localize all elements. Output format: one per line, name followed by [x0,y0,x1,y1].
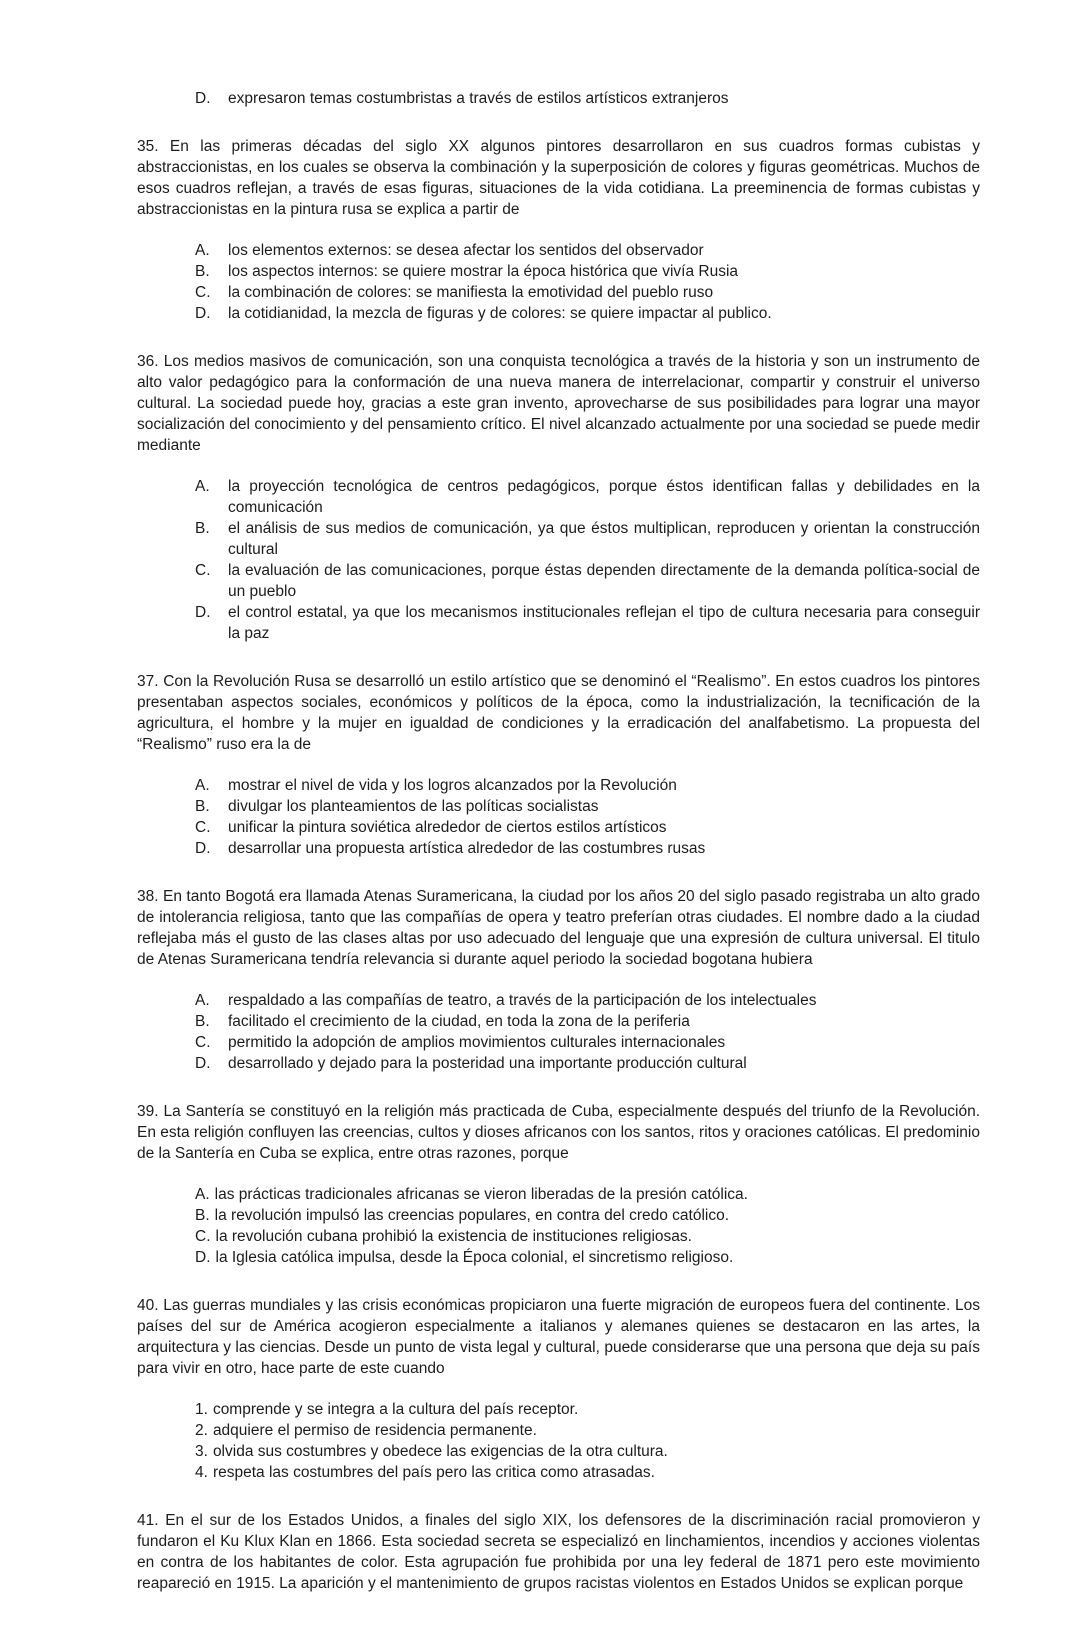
answer-option [137,1399,980,1420]
option-text: respeta las costumbres del país pero las critica como atrasadas. [212,1464,655,1481]
question-stem: 35. En las primeras décadas del siglo XX algunos pintores desarrollaron en sus cuadros formas cubistas y abstraccionistas, en los cuales se observa la combinación y la superposición de colores y figuras geométricas. Muchos de esos cuadros reflejan, a través de esas figuras, situaciones de la vida cotidiana. La preeminencia de formas cubistas y abstraccionistas en la pintura rusa se explica a partir de [137,138,980,218]
answer-option [137,775,980,796]
answer-option [137,1011,980,1032]
option-text: el análisis de sus medios de comunicación, ya que éstos multiplican, reproducen y orientan la construcción cultural [228,520,980,558]
answer-option [137,838,980,859]
answer-options [137,1399,980,1483]
option-text: los aspectos internos: se quiere mostrar la época histórica que vivía Rusia [228,263,739,280]
answer-option [137,796,980,817]
answer-option [137,1462,980,1483]
question-stem: 36. Los medios masivos de comunicación, son una conquista tecnológica a través de la historia y son un instrumento de alto valor pedagógico para la conformación de una nueva manera de interrelacionar, compartir y construir el universo cultural. La sociedad puede hoy, gracias a este gran invento, aprovecharse de sus posibilidades para lograr una mayor socialización del conocimiento y del pensamiento crítico. El nivel alcanzado actualmente por una sociedad se puede medir mediante [137,353,980,454]
question-36 [137,351,980,644]
answer-option [137,1420,980,1441]
answer-option [137,1226,980,1247]
question-list [137,136,980,1594]
answer-option [137,261,980,282]
question-stem: 39. La Santería se constituyó en la religión más practicada de Cuba, especialmente después del triunfo de la Revolución. En esta religión confluyen las creencias, cultos y dioses africanos con los santos, ritos y oraciones católicas. El predominio de la Santería en Cuba se explica, entre otras razones, porque [137,1103,980,1162]
question-35 [137,136,980,324]
option-text: desarrollar una propuesta artística alrededor de las costumbres rusas [228,840,706,857]
option-text: unificar la pintura soviética alrededor de ciertos estilos artísticos [228,819,667,836]
option-text: olvida sus costumbres y obedece las exigencias de la otra cultura. [212,1443,668,1460]
option-label: D. [195,604,211,621]
option-label: 4. [195,1464,208,1481]
option-text: las prácticas tradicionales africanas se vieron liberadas de la presión católica. [214,1186,748,1203]
option-text: los elementos externos: se desea afectar los sentidos del observador [228,242,704,259]
option-text: mostrar el nivel de vida y los logros alcanzados por la Revolución [228,777,677,794]
option-label: A. [195,1186,210,1203]
answer-option [137,560,980,602]
option-text: la combinación de colores: se manifiesta la emotividad del pueblo ruso [228,284,714,301]
option-text: la Iglesia católica impulsa, desde la Época colonial, el sincretismo religioso. [215,1249,734,1266]
option-text: adquiere el permiso de residencia permanente. [212,1422,537,1439]
option-label: A. [195,777,210,794]
option-label: B. [195,1013,210,1030]
answer-option [137,1184,980,1205]
option-label: A. [195,478,210,495]
answer-option [137,518,980,560]
option-label: C. [195,1034,211,1051]
option-label: B. [195,263,210,280]
option-label: C. [195,1228,211,1245]
option-label: D. [195,1249,211,1266]
answer-option [137,1247,980,1268]
answer-option [137,282,980,303]
answer-options [137,240,980,324]
option-text: la revolución impulsó las creencias populares, en contra del credo católico. [214,1207,730,1224]
answer-option [137,1441,980,1462]
option-label: C. [195,284,211,301]
answer-option [137,1205,980,1226]
option-label: B. [195,798,210,815]
option-label: D. [195,305,211,322]
question-stem: 38. En tanto Bogotá era llamada Atenas Suramericana, la ciudad por los años 20 del siglo pasado registraba un alto grado de intolerancia religiosa, tanto que las compañías de opera y teatro preferían otras ciudades. El nombre dado a la ciudad reflejaba más el gusto de las clases altas por uso adecuado del lenguaje que una expresión de cultura universal. El titulo de Atenas Suramericana tendría relevancia si durante aquel periodo la sociedad bogotana hubiera [137,888,980,968]
option-text: divulgar los planteamientos de las políticas socialistas [228,798,599,815]
option-label: 2. [195,1422,208,1439]
answer-option [137,240,980,261]
option-text: la revolución cubana prohibió la existencia de instituciones religiosas. [215,1228,692,1245]
question-38 [137,886,980,1074]
option-label: C. [195,819,211,836]
question-40 [137,1295,980,1483]
answer-option [137,303,980,324]
option-text: el control estatal, ya que los mecanismos institucionales reflejan el tipo de cultura necesaria para conseguir la paz [228,604,980,642]
question-37 [137,671,980,859]
question-stem: 41. En el sur de los Estados Unidos, a finales del siglo XIX, los defensores de la discriminación racial promovieron y fundaron el Ku Klux Klan en 1866. Esta sociedad secreta se especializó en linchamientos, incendios y acciones violentas en contra de los habitantes de color. Esta agrupación fue prohibida por una ley federal de 1871 pero este movimiento reapareció en 1915. La aparición y el mantenimiento de grupos racistas violentos en Estados Unidos se explican porque [137,1512,980,1592]
answer-options [137,1184,980,1268]
answer-option [137,1053,980,1074]
option-text: comprende y se integra a la cultura del país receptor. [212,1401,579,1418]
answer-option [137,1032,980,1053]
question-stem: 37. Con la Revolución Rusa se desarrolló un estilo artístico que se denominó el “Realismo”. En estos cuadros los pintores presentaban aspectos sociales, económicos y políticos de la época, como la industrialización, la tecnificación de la agricultura, el hombre y la mujer en igualdad de condiciones y la erradicación del analfabetismo. La propuesta del “Realismo” ruso era la de [137,673,980,753]
option-label: D. [195,1055,211,1072]
option-text: permitido la adopción de amplios movimientos culturales internacionales [228,1034,726,1051]
option-label: D. [195,90,211,107]
question-39 [137,1101,980,1268]
option-text: desarrollado y dejado para la posteridad una importante producción cultural [228,1055,747,1072]
question-stem: 40. Las guerras mundiales y las crisis económicas propiciaron una fuerte migración de europeos fuera del continente. Los países del sur de América acogieron especialmente a italianos y alemanes quienes se destacaron en las artes, la arquitectura y las ciencias. Desde un punto de vista legal y cultural, puede considerarse que una persona que deja su país para vivir en otro, hace parte de este cuando [137,1297,980,1377]
answer-options [137,990,980,1074]
option-label: 3. [195,1443,208,1460]
question-41 [137,1510,980,1594]
option-label: B. [195,1207,210,1224]
option-label: C. [195,562,211,579]
orphan-option [137,88,980,109]
option-text: la cotidianidad, la mezcla de figuras y de colores: se quiere impactar al publico. [228,305,772,322]
answer-options [137,476,980,644]
option-text: expresaron temas costumbristas a través de estilos artísticos extranjeros [228,90,729,107]
option-label: A. [195,242,210,259]
option-text: la evaluación de las comunicaciones, porque éstas dependen directamente de la demanda política-social de un pueblo [228,562,980,600]
option-label: B. [195,520,210,537]
answer-options [137,775,980,859]
answer-option [137,817,980,838]
answer-option [137,476,980,518]
option-text: respaldado a las compañías de teatro, a través de la participación de los intelectuales [228,992,817,1009]
option-label: D. [195,840,211,857]
option-text: la proyección tecnológica de centros pedagógicos, porque éstos identifican fallas y debilidades en la comunicación [228,478,980,516]
answer-option [137,990,980,1011]
option-label: A. [195,992,210,1009]
option-label: 1. [195,1401,208,1418]
answer-option [137,602,980,644]
option-text: facilitado el crecimiento de la ciudad, en toda la zona de la periferia [228,1013,690,1030]
